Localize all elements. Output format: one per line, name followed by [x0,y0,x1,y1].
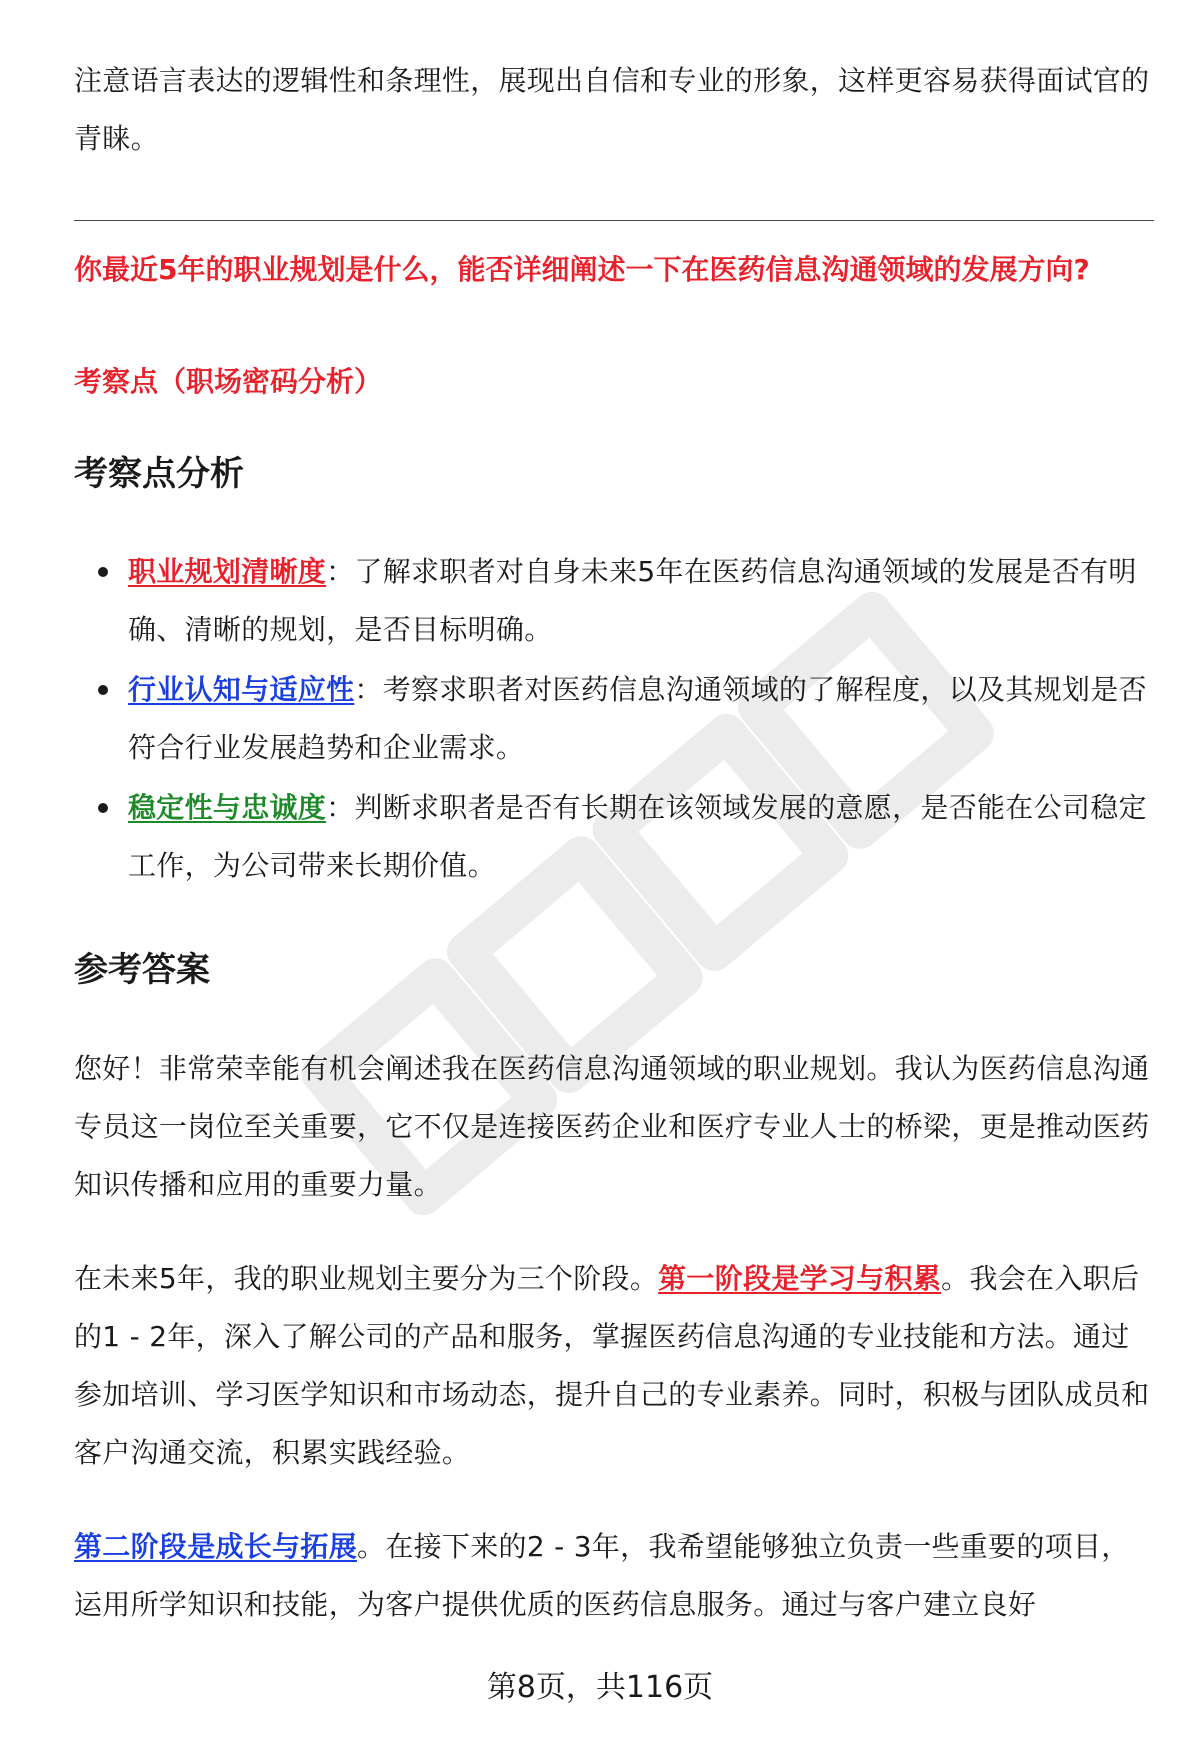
list-item-text: ：判断求职者是否有长期在该领域发展的意愿，是否能在公司稳定工作，为公司带来长期价值。 [128,791,1147,882]
bullet-icon [98,685,108,695]
list-item-text: ：了解求职者对自身未来5年在医药信息沟通领域的发展是否有明确、清晰的规划，是否目标明确。 [128,555,1137,646]
answer-paragraph-2-body: 。我会在入职后的1 - 2年，深入了解公司的产品和服务，掌握医药信息沟通的专业技能和方法。通过参加培训、学习医学知识和市场动态，提升自己的专业素养。同时，积极与团队成员和客户沟通交流，积累实践经验。 [74,1262,1150,1469]
section-divider [74,220,1154,221]
question-title: 你最近5年的职业规划是什么，能否详细阐述一下在医药信息沟通领域的发展方向? [74,253,1090,286]
keyword-stage-two: 第二阶段是成长与拓展 [74,1530,358,1563]
answer-paragraph-1: 您好！非常荣幸能有机会阐述我在医药信息沟通领域的职业规划。我认为医药信息沟通专员这一岗位至关重要，它不仅是连接医药企业和医疗专业人士的桥梁，更是推动医药知识传播和应用的重要力量。 [74,1052,1150,1201]
keyword-industry-awareness: 行业认知与适应性 [128,673,355,706]
answer-paragraph-2-intro: 在未来5年，我的职业规划主要分为三个阶段。 [74,1262,659,1295]
list-item [74,543,1154,659]
intro-paragraph: 注意语言表达的逻辑性和条理性，展现出自信和专业的形象，这样更容易获得面试官的青睐。 [74,64,1150,155]
bullet-icon [98,803,108,813]
list-item [74,779,1154,895]
list-item-text: ：考察求职者对医药信息沟通领域的了解程度，以及其规划是否符合行业发展趋势和企业需求。 [128,673,1147,764]
keyword-stability-loyalty: 稳定性与忠诚度 [128,791,327,824]
keyword-career-clarity: 职业规划清晰度 [128,555,327,588]
analysis-heading: 考察点分析 [74,454,244,494]
list-item [74,661,1154,777]
exam-point-label: 考察点（职场密码分析） [74,365,383,398]
page-number-footer: 第8页，共116页 [486,1670,714,1705]
keyword-stage-one: 第一阶段是学习与积累 [658,1262,942,1295]
analysis-list [74,543,1154,897]
answer-paragraph-3 [74,1518,1154,1634]
answer-heading: 参考答案 [74,950,210,990]
answer-paragraph-2 [74,1250,1154,1482]
answer-paragraph-3-body: 。在接下来的2 - 3年，我希望能够独立负责一些重要的项目，运用所学知识和技能，为客户提供优质的医药信息服务。通过与客户建立良好 [74,1530,1130,1621]
bullet-icon [98,567,108,577]
